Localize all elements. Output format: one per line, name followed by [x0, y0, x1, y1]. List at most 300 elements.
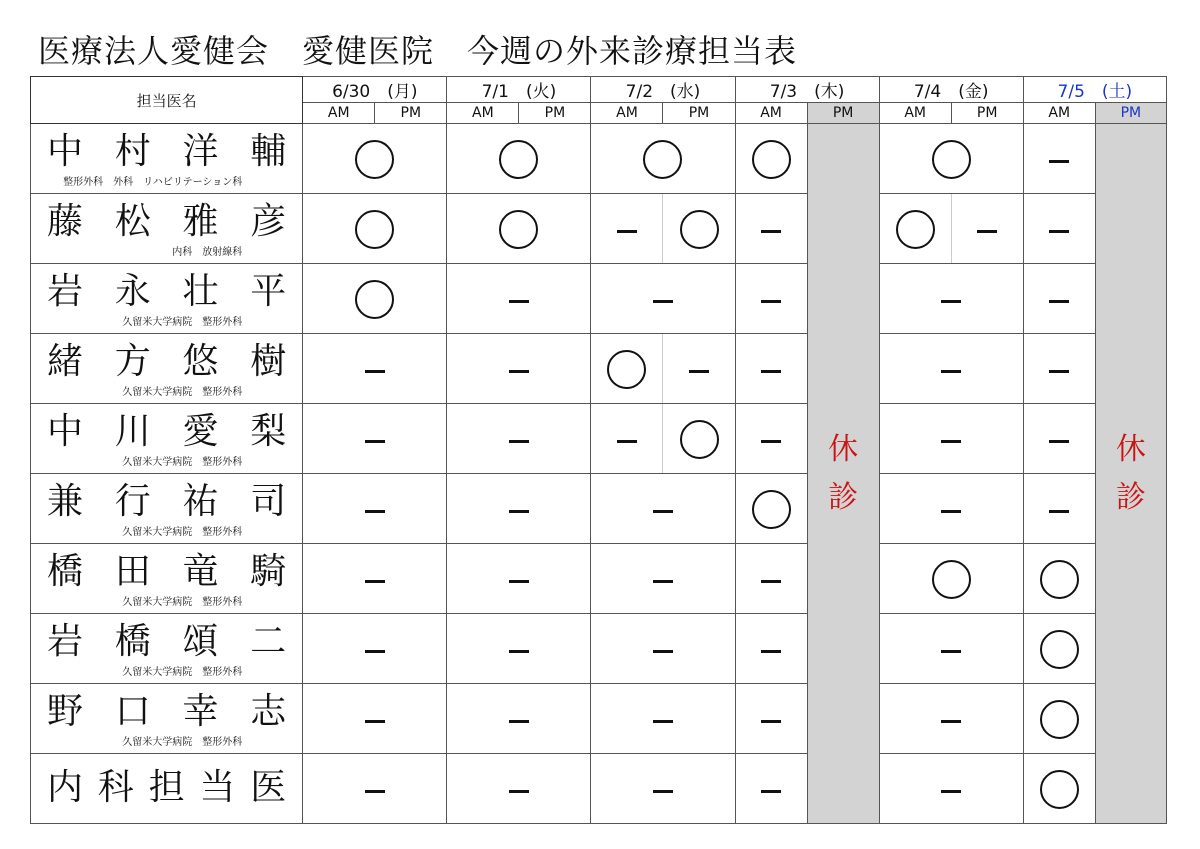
unavailable-mark [365, 767, 385, 811]
doctor-info [31, 124, 302, 193]
doctor-department: 内科 放射線科 [172, 247, 243, 258]
circle-icon [932, 560, 971, 599]
doctor-row [31, 614, 1167, 684]
doctor-name-char: 梨 [250, 411, 287, 452]
day-header [447, 77, 591, 103]
dash-icon [761, 370, 781, 373]
dash-icon [941, 300, 961, 303]
slot-am [1023, 194, 1095, 264]
circle-icon [896, 210, 935, 249]
doctor-name-char: 行 [114, 481, 151, 522]
pm-header: PM [519, 103, 591, 124]
doctor-name-char: 岩 [47, 271, 84, 312]
day-date: 7/4 [913, 82, 942, 102]
circle-icon [355, 210, 394, 249]
slot-pm [663, 404, 735, 474]
unavailable-mark [653, 557, 673, 601]
unavailable-mark [1049, 417, 1069, 461]
doctor-info [31, 614, 302, 683]
doctor-name-char: 祐 [182, 481, 219, 522]
day-weekday: (火) [525, 82, 557, 102]
available-mark [932, 135, 971, 179]
doctor-name-char: 悠 [182, 341, 219, 382]
doctor-row [31, 124, 1167, 194]
dash-icon [761, 790, 781, 793]
doctor-name-char: 口 [114, 691, 151, 732]
unavailable-mark [941, 627, 961, 671]
circle-icon [680, 420, 719, 459]
slot-day [447, 334, 591, 404]
day-weekday: (月) [387, 82, 418, 102]
slot-day [303, 544, 447, 614]
slot-am [735, 194, 807, 264]
dash-icon [617, 230, 637, 233]
day-header [303, 77, 447, 103]
circle-icon [932, 140, 971, 179]
dash-icon [1049, 510, 1069, 513]
unavailable-mark [509, 557, 529, 601]
doctor-name [31, 131, 302, 173]
slot-day [591, 684, 735, 754]
doctor-name-char: 松 [114, 201, 151, 242]
doctor-row [31, 684, 1167, 754]
slot-day [303, 124, 447, 194]
dash-icon [941, 510, 961, 513]
doctor-department: 整形外科 外科 リハビリテーション科 [63, 177, 243, 188]
available-mark [752, 485, 791, 529]
circle-icon [499, 140, 538, 179]
unavailable-mark [365, 347, 385, 391]
doctor-row [31, 404, 1167, 474]
doctor-cell [31, 334, 303, 404]
unavailable-mark [977, 207, 997, 251]
dash-icon [365, 790, 385, 793]
closed-char: 診 [828, 479, 859, 515]
slot-pm [951, 194, 1023, 264]
doctor-name-char: 志 [250, 691, 287, 732]
doctor-cell [31, 404, 303, 474]
slot-day [879, 264, 1023, 334]
slot-am [735, 754, 807, 824]
slot-am [1023, 754, 1095, 824]
unavailable-mark [617, 207, 637, 251]
dash-icon [761, 580, 781, 583]
day-header [879, 77, 1023, 103]
doctor-name [31, 767, 302, 809]
dash-icon [365, 510, 385, 513]
circle-icon [607, 350, 646, 389]
doctor-name-char: 兼 [47, 481, 84, 522]
unavailable-mark [365, 487, 385, 531]
schedule-table [30, 76, 1167, 824]
slot-day [879, 614, 1023, 684]
day-header [735, 77, 879, 103]
unavailable-mark [365, 627, 385, 671]
slot-day [447, 264, 591, 334]
dash-icon [617, 440, 637, 443]
unavailable-mark [509, 767, 529, 811]
slot-day [303, 474, 447, 544]
unavailable-mark [365, 557, 385, 601]
dash-icon [653, 300, 673, 303]
doctor-info [31, 334, 302, 403]
doctor-name-char: 司 [250, 481, 287, 522]
doctor-name [31, 691, 302, 733]
circle-icon [752, 490, 791, 529]
dash-icon [761, 230, 781, 233]
circle-icon [1040, 700, 1079, 739]
available-mark [680, 415, 719, 459]
day-date: 7/5 [1057, 82, 1085, 102]
slot-day [447, 614, 591, 684]
closed-char: 休 [828, 431, 859, 467]
unavailable-mark [509, 277, 529, 321]
available-mark [355, 275, 394, 319]
unavailable-mark [941, 487, 961, 531]
unavailable-mark [509, 347, 529, 391]
dash-icon [509, 440, 529, 443]
am-header: AM [735, 103, 807, 124]
doctor-name-char: 輔 [250, 131, 287, 172]
dash-icon [1049, 440, 1069, 443]
dash-icon [1049, 300, 1069, 303]
slot-am [735, 264, 807, 334]
doctor-row [31, 754, 1167, 824]
unavailable-mark [761, 557, 781, 601]
unavailable-mark [653, 277, 673, 321]
doctor-row [31, 334, 1167, 404]
dash-icon [941, 790, 961, 793]
doctor-cell [31, 124, 303, 194]
dash-icon [653, 790, 673, 793]
unavailable-mark [761, 207, 781, 251]
slot-day [591, 124, 735, 194]
am-header: AM [1023, 103, 1095, 124]
slot-day [447, 124, 591, 194]
available-mark [1040, 765, 1079, 809]
available-mark [752, 135, 791, 179]
slot-pm [663, 194, 735, 264]
slot-am [1023, 264, 1095, 334]
doctor-name-char: 橋 [114, 621, 151, 662]
dash-icon [1049, 230, 1069, 233]
slot-day [591, 474, 735, 544]
slot-day [303, 404, 447, 474]
doctor-row [31, 264, 1167, 334]
day-weekday: (木) [814, 82, 845, 102]
dash-icon [365, 650, 385, 653]
doctor-cell [31, 684, 303, 754]
closed-char: 診 [1115, 479, 1146, 515]
doctor-name-char: 野 [47, 691, 84, 732]
slot-pm [663, 334, 735, 404]
slot-am [735, 614, 807, 684]
doctor-name-char: 竜 [182, 551, 219, 592]
slot-day [879, 474, 1023, 544]
unavailable-mark [653, 697, 673, 741]
unavailable-mark [761, 347, 781, 391]
available-mark [680, 205, 719, 249]
dash-icon [941, 650, 961, 653]
doctor-name [31, 341, 302, 383]
doctor-row [31, 544, 1167, 614]
unavailable-mark [941, 277, 961, 321]
doctor-name [31, 481, 302, 523]
unavailable-mark [941, 417, 961, 461]
day-date: 7/1 [481, 82, 509, 102]
doctor-info [31, 264, 302, 333]
doctor-name-char: 川 [114, 411, 151, 452]
slot-day [447, 544, 591, 614]
day-date: 6/30 [332, 82, 371, 102]
doctor-name-char: 村 [114, 131, 151, 172]
unavailable-mark [617, 417, 637, 461]
dash-icon [761, 720, 781, 723]
day-date: 7/3 [769, 82, 798, 102]
doctor-name [31, 411, 302, 453]
dash-icon [689, 370, 709, 373]
pm-header: PM [663, 103, 735, 124]
doctor-row [31, 474, 1167, 544]
slot-day [447, 404, 591, 474]
dash-icon [509, 790, 529, 793]
doctor-info [31, 754, 302, 823]
doctor-info [31, 194, 302, 263]
dash-icon [365, 580, 385, 583]
closed-cell [807, 124, 879, 824]
dash-icon [365, 440, 385, 443]
dash-icon [653, 650, 673, 653]
doctor-name-char: 愛 [182, 411, 219, 452]
slot-day [303, 684, 447, 754]
closed-char: 休 [1115, 431, 1146, 467]
day-date: 7/2 [625, 82, 654, 102]
day-header [1023, 77, 1166, 103]
dash-icon [365, 720, 385, 723]
doctor-name-char: 中 [47, 131, 84, 172]
available-mark [932, 555, 971, 599]
doctor-department: 久留米大学病院 整形外科 [122, 457, 243, 468]
closed-cell [1095, 124, 1166, 824]
pm-header: PM [951, 103, 1023, 124]
circle-icon [499, 210, 538, 249]
doctor-name-char: 橋 [47, 551, 84, 592]
slot-am [1023, 334, 1095, 404]
doctor-name [31, 271, 302, 313]
doctor-name-char: 医 [250, 767, 287, 808]
slot-day [879, 404, 1023, 474]
doctor-name-char: 樹 [250, 341, 287, 382]
unavailable-mark [509, 697, 529, 741]
slot-day [591, 614, 735, 684]
unavailable-mark [509, 627, 529, 671]
doctor-department: 久留米大学病院 整形外科 [122, 667, 243, 678]
unavailable-mark [761, 767, 781, 811]
available-mark [499, 205, 538, 249]
doctor-cell [31, 474, 303, 544]
dash-icon [977, 230, 997, 233]
doctor-row [31, 194, 1167, 264]
dash-icon [1049, 160, 1069, 163]
slot-am [735, 684, 807, 754]
doctor-name-char: 方 [114, 341, 151, 382]
doctor-info [31, 404, 302, 473]
doctor-name-char: 騎 [250, 551, 287, 592]
doctor-name [31, 201, 302, 243]
slot-am [1023, 124, 1095, 194]
unavailable-mark [761, 697, 781, 741]
doctor-name-char: 岩 [47, 621, 84, 662]
unavailable-mark [761, 277, 781, 321]
dash-icon [509, 510, 529, 513]
slot-am [879, 194, 951, 264]
doctor-name-char: 中 [47, 411, 84, 452]
circle-icon [355, 140, 394, 179]
doctor-name-char: 彦 [250, 201, 287, 242]
slot-day [879, 754, 1023, 824]
slot-day [303, 754, 447, 824]
circle-icon [752, 140, 791, 179]
page-title: 医療法人愛健会 愛健医院 今週の外来診療担当表 [38, 32, 798, 70]
unavailable-mark [941, 347, 961, 391]
slot-day [447, 754, 591, 824]
dash-icon [509, 580, 529, 583]
slot-am [735, 404, 807, 474]
dash-icon [653, 720, 673, 723]
doctor-name-char: 藤 [47, 201, 84, 242]
slot-am [735, 334, 807, 404]
circle-icon [1040, 560, 1079, 599]
doctor-name-char: 当 [199, 767, 236, 808]
am-header: AM [303, 103, 375, 124]
slot-day [303, 194, 447, 264]
dash-icon [365, 370, 385, 373]
doctor-cell [31, 754, 303, 824]
slot-day [303, 264, 447, 334]
doctor-name-char: 幸 [182, 691, 219, 732]
unavailable-mark [941, 697, 961, 741]
doctor-department: 久留米大学病院 整形外科 [122, 387, 243, 398]
doctor-name-char: 永 [114, 271, 151, 312]
slot-day [447, 194, 591, 264]
unavailable-mark [509, 417, 529, 461]
slot-day [591, 264, 735, 334]
doctor-info [31, 684, 302, 753]
circle-icon [1040, 770, 1079, 809]
slot-am [591, 334, 663, 404]
slot-day [447, 474, 591, 544]
slot-am [591, 194, 663, 264]
doctor-cell [31, 194, 303, 264]
slot-am [1023, 404, 1095, 474]
doctor-cell [31, 544, 303, 614]
doctor-name-char: 緒 [47, 341, 84, 382]
available-mark [1040, 555, 1079, 599]
doctor-name-char: 田 [114, 551, 151, 592]
available-mark [355, 135, 394, 179]
slot-day [879, 544, 1023, 614]
unavailable-mark [941, 767, 961, 811]
doctor-department: 久留米大学病院 整形外科 [122, 527, 243, 538]
day-weekday: (金) [958, 82, 989, 102]
dash-icon [941, 370, 961, 373]
doctor-department: 久留米大学病院 整形外科 [122, 737, 243, 748]
dash-icon [509, 650, 529, 653]
circle-icon [680, 210, 719, 249]
doctor-department: 久留米大学病院 整形外科 [122, 597, 243, 608]
unavailable-mark [1049, 277, 1069, 321]
doctor-name-char: 内 [47, 767, 84, 808]
unavailable-mark [1049, 207, 1069, 251]
header-date-row [31, 77, 1167, 103]
doctor-name-char: 頌 [182, 621, 219, 662]
unavailable-mark [653, 487, 673, 531]
slot-day [591, 544, 735, 614]
unavailable-mark [761, 417, 781, 461]
circle-icon [643, 140, 682, 179]
slot-day [591, 754, 735, 824]
dash-icon [1049, 370, 1069, 373]
dash-icon [509, 720, 529, 723]
doctor-cell [31, 614, 303, 684]
dash-icon [761, 440, 781, 443]
dash-icon [653, 510, 673, 513]
pm-header: PM [375, 103, 447, 124]
pm-header: PM [807, 103, 879, 124]
available-mark [643, 135, 682, 179]
circle-icon [1040, 630, 1079, 669]
slot-am [1023, 474, 1095, 544]
name-column-header: 担当医名 [31, 77, 303, 124]
available-mark [896, 205, 935, 249]
doctor-name-char: 科 [97, 767, 134, 808]
dash-icon [509, 370, 529, 373]
am-header: AM [879, 103, 951, 124]
unavailable-mark [653, 767, 673, 811]
day-header [591, 77, 735, 103]
doctor-info [31, 544, 302, 613]
slot-am [1023, 614, 1095, 684]
unavailable-mark [761, 627, 781, 671]
available-mark [1040, 695, 1079, 739]
dash-icon [509, 300, 529, 303]
unavailable-mark [365, 417, 385, 461]
unavailable-mark [509, 487, 529, 531]
slot-am [1023, 544, 1095, 614]
slot-am [735, 474, 807, 544]
available-mark [1040, 625, 1079, 669]
slot-am [735, 544, 807, 614]
doctor-name-char: 担 [148, 767, 185, 808]
slot-day [303, 334, 447, 404]
doctor-name-char: 雅 [182, 201, 219, 242]
pm-header: PM [1095, 103, 1166, 124]
dash-icon [653, 580, 673, 583]
slot-day [879, 684, 1023, 754]
doctor-department: 久留米大学病院 整形外科 [122, 317, 243, 328]
day-weekday: (土) [1101, 82, 1133, 102]
doctor-info [31, 474, 302, 543]
available-mark [355, 205, 394, 249]
slot-am [591, 404, 663, 474]
unavailable-mark [1049, 137, 1069, 181]
available-mark [607, 345, 646, 389]
am-header: AM [591, 103, 663, 124]
doctor-name [31, 621, 302, 663]
doctor-name-char: 壮 [182, 271, 219, 312]
dash-icon [761, 650, 781, 653]
unavailable-mark [1049, 487, 1069, 531]
